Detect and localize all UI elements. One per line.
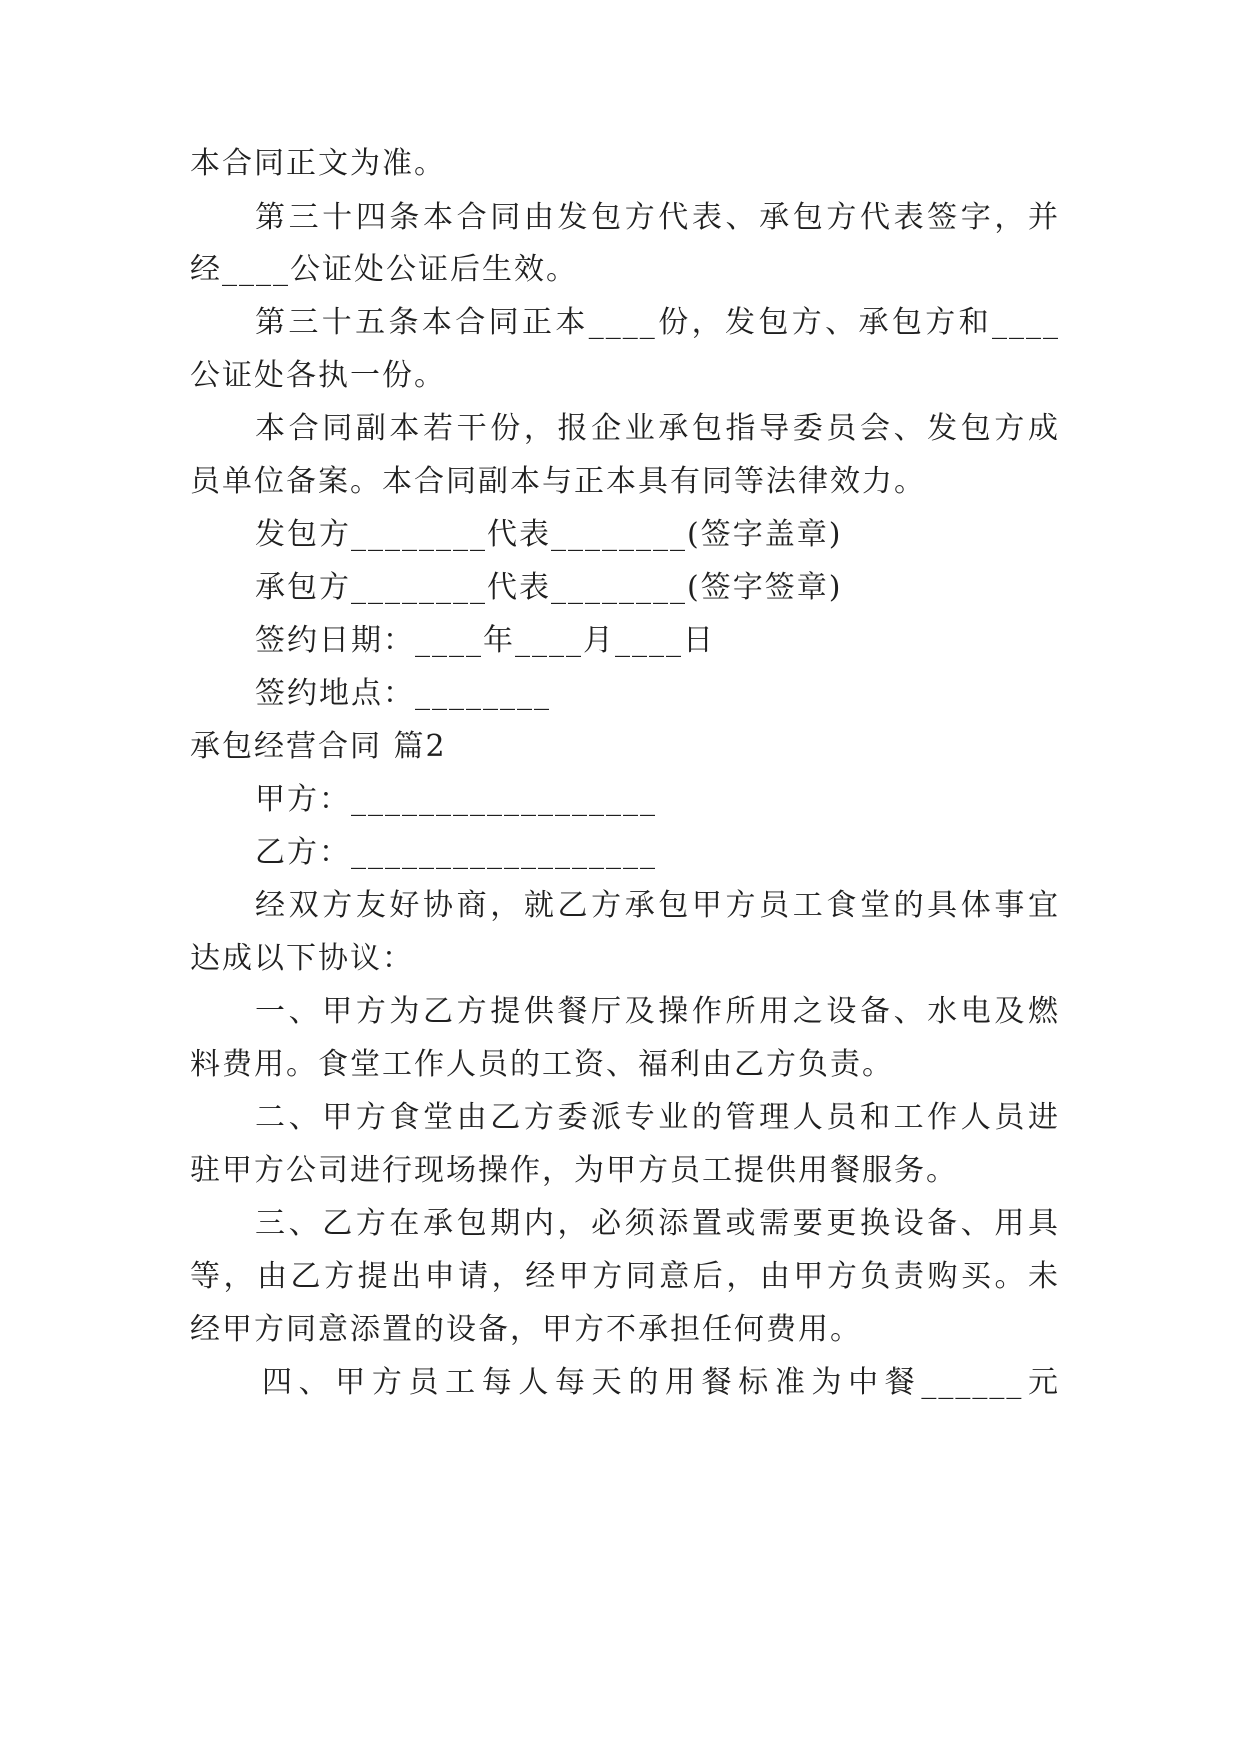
text-line: 经____公证处公证后生效。 — [190, 252, 578, 287]
text-line: 二、甲方食堂由乙方委派专业的管理人员和工作人员进 — [255, 1100, 1060, 1135]
signing-date-line: 签约日期：____年____月____日 — [255, 623, 715, 658]
text-line: 第三十四条本合同由发包方代表、承包方代表签字，并 — [255, 200, 1060, 235]
section-heading: 承包经营合同 篇2 — [190, 729, 447, 764]
text-line: 经双方友好协商，就乙方承包甲方员工食堂的具体事宜 — [255, 888, 1060, 923]
text-line: 经甲方同意添置的设备，甲方不承担任何费用。 — [190, 1312, 862, 1347]
text-line: 公证处各执一份。 — [190, 358, 446, 393]
signature-line-contractor: 发包方________代表________(签字盖章) — [255, 517, 843, 552]
text-line: 达成以下协议： — [190, 941, 414, 976]
text-line: 四、甲方员工每人每天的用餐标准为中餐______元 — [262, 1365, 1060, 1400]
text-line: 等，由乙方提出申请，经甲方同意后，由甲方负责购买。未 — [190, 1259, 1060, 1294]
signing-place-line: 签约地点：________ — [255, 676, 551, 711]
party-a-line: 甲方：__________________ — [255, 782, 657, 817]
text-line: 料费用。食堂工作人员的工资、福利由乙方负责。 — [190, 1047, 894, 1082]
text-line: 第三十五条本合同正本____份，发包方、承包方和____ — [255, 305, 1060, 340]
signature-line-contractee: 承包方________代表________(签字签章) — [255, 570, 843, 605]
text-line: 一、甲方为乙方提供餐厅及操作所用之设备、水电及燃 — [255, 994, 1060, 1029]
party-b-line: 乙方：__________________ — [255, 835, 657, 870]
text-line: 本合同正文为准。 — [190, 146, 446, 181]
text-line: 本合同副本若干份，报企业承包指导委员会、发包方成 — [255, 411, 1060, 446]
text-line: 三、乙方在承包期内，必须添置或需要更换设备、用具 — [255, 1206, 1060, 1241]
text-line: 员单位备案。本合同副本与正本具有同等法律效力。 — [190, 464, 926, 499]
text-line: 驻甲方公司进行现场操作，为甲方员工提供用餐服务。 — [190, 1153, 958, 1188]
